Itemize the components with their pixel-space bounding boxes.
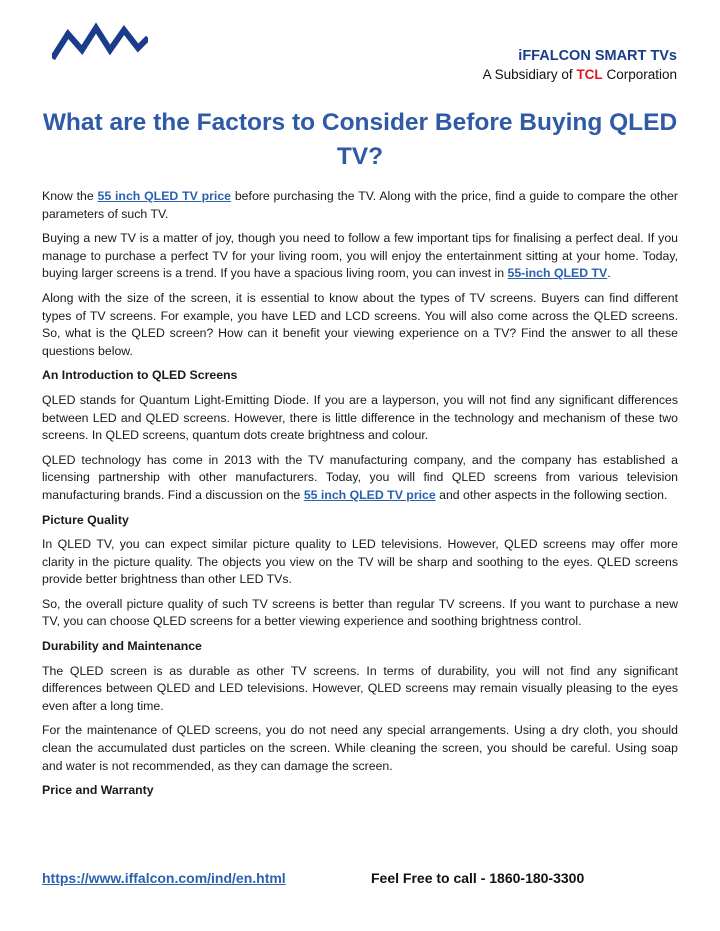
text: before purchasing the TV. Along with the price, find a guide to compare the other parameters of such TV. [42,189,678,221]
contact-phone: Feel Free to call - 1860-180-3300 [371,870,585,886]
text: Buying a new TV is a matter of joy, though you need to follow a few important tips for finalising a perfect deal. If you manage to purchase a perfect TV for your living room, you will enjoy the entertainment sitting at your home. Today, buying larger screens is a trend. If you have a spacious living room, you can invest in [42,231,678,281]
website-link[interactable]: https://www.iffalcon.com/ind/en.html [42,870,286,886]
qled-tv-link[interactable]: 55-inch QLED TV [507,266,608,281]
paragraph [42,452,678,505]
paragraph: In QLED TV, you can expect similar picture quality to LED televisions. However, QLED screens may offer more clarity in the picture quality. The objects you view on the TV will be sharp and soothing to the eyes. QLED screens provide better brightness than other LED TVs. [42,537,678,587]
qled-price-link[interactable]: 55 inch QLED TV price [97,189,232,203]
page-title: What are the Factors to Consider Before Buying QLED TV? [42,109,678,170]
paragraph [42,230,678,283]
brand-block [483,47,677,84]
paragraph: For the maintenance of QLED screens, you do not need any special arrangements. Using a dry cloth, you should clean the accumulated dust particles on the screen. While cleaning the screen, you should be careful. Using soap and water is not recommended, as they can damage the screen. [42,723,678,773]
text: Know the [42,189,94,203]
brand-subsidiary [483,65,677,84]
iffalcon-logo-icon [52,20,148,60]
text: and other aspects in the following section. [439,487,668,502]
paragraph [42,188,678,223]
subsidiary-prefix: A Subsidiary of [482,67,573,82]
tcl-brand: TCL [576,67,603,82]
section-heading: An Introduction to QLED Screens [42,368,238,383]
paragraph: Along with the size of the screen, it is essential to know about the types of TV screens. Buyers can find different types of TV screens. For example, you have LED and LCD screens. You will also come across the QLED screens. So, what is the QLED screen? How can it benefit your viewing experience on a TV? Find the answer to all these questions below. [42,290,678,358]
section-heading: Durability and Maintenance [42,639,202,654]
paragraph: So, the overall picture quality of such TV screens is better than regular TV screens. If you want to purchase a new TV, you can choose QLED screens for a better viewing experience and soothing brightness control. [42,596,678,629]
subsidiary-suffix: Corporation [606,67,677,82]
paragraph: The QLED screen is as durable as other TV screens. In terms of durability, you will not find any significant differences between QLED and LED televisions. However, QLED screens may remain visually pleasing to the eyes even after a long time. [42,663,678,713]
paragraph: QLED stands for Quantum Light-Emitting Diode. If you are a layperson, you will not find any significant differences between LED and QLED screens. However, there is little difference in the technology and mechanism of these two screens. In QLED screens, quantum dots create brightness and colour. [42,392,678,443]
text: . [607,266,611,281]
article-body [42,188,678,807]
section-heading: Price and Warranty [42,783,154,798]
text: QLED technology has come in 2013 with the TV manufacturing company, and the company has established a licensing partnership with other manufacturers. Today, you will find QLED screens from various television manufacturing brands. Find a discussion on the [42,452,678,502]
brand-name: iFFALCON SMART TVs [518,48,677,64]
qled-price-link[interactable]: 55 inch QLED TV price [303,487,436,502]
section-heading: Picture Quality [42,512,129,527]
